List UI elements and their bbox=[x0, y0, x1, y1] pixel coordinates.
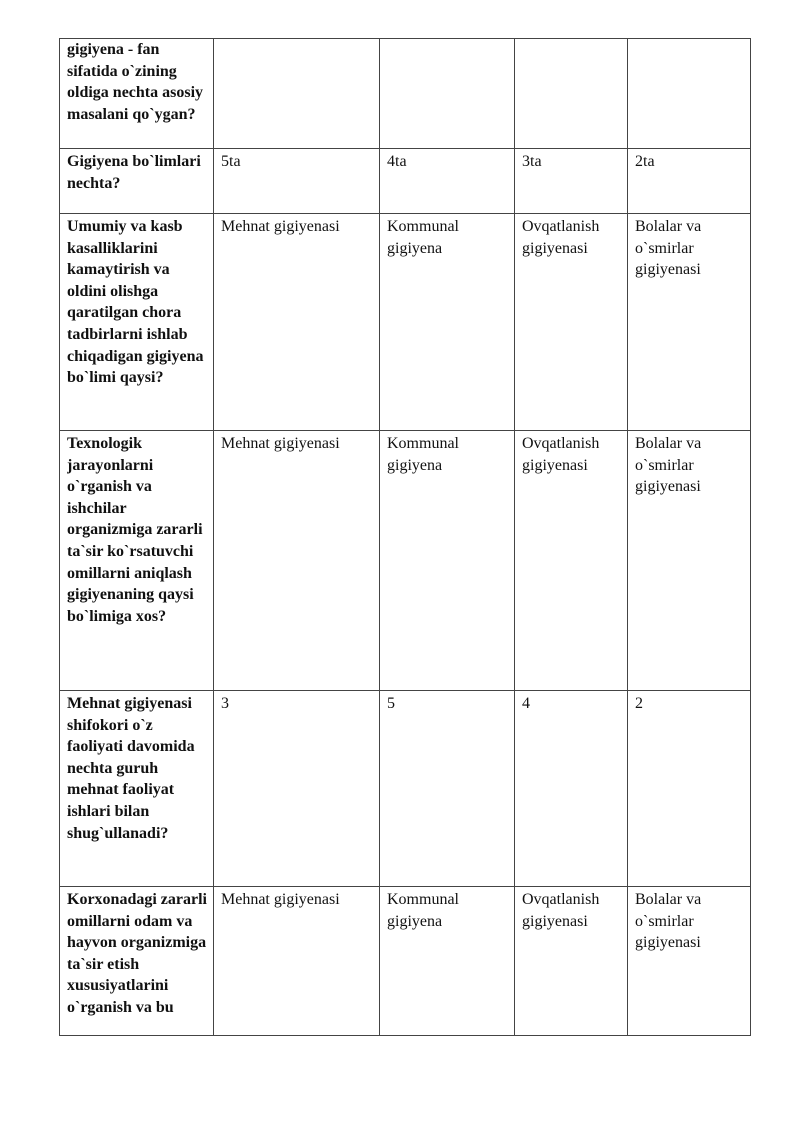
option-c-cell: 3ta bbox=[515, 149, 628, 214]
option-b-cell: 4ta bbox=[380, 149, 515, 214]
table-row bbox=[60, 149, 751, 214]
option-a-cell: Mehnat gigiyenasi bbox=[214, 214, 380, 431]
question-text: Gigiyena bo`limlari nechta? bbox=[67, 153, 201, 192]
option-c-cell bbox=[515, 39, 628, 149]
option-d-cell bbox=[628, 39, 751, 149]
table-row bbox=[60, 887, 751, 1036]
question-text: gigiyena - fan sifatida o`zining oldiga nechta asosiy masalani qo`ygan? bbox=[67, 41, 204, 123]
option-b-cell: 5 bbox=[380, 691, 515, 887]
option-c-cell: Ovqatlanish gigiyenasi bbox=[515, 431, 628, 691]
question-table bbox=[59, 38, 751, 1036]
option-b-cell: Kommunal gigiyena bbox=[380, 887, 515, 1036]
option-c-cell: Ovqatlanish gigiyenasi bbox=[515, 887, 628, 1036]
table-row bbox=[60, 39, 751, 149]
question-cell bbox=[60, 214, 214, 431]
question-text: Umumiy va kasb kasalliklarini kamaytirish va oldini olishga qaratilgan chora tadbirlarni ishlab chiqadigan gigiyena bo`limi qaysi? bbox=[67, 218, 204, 387]
option-d-cell: Bolalar va o`smirlar gigiyenasi bbox=[628, 431, 751, 691]
question-cell bbox=[60, 39, 214, 149]
option-b-cell: Kommunal gigiyena bbox=[380, 214, 515, 431]
option-d-cell: Bolalar va o`smirlar gigiyenasi bbox=[628, 214, 751, 431]
question-text: Korxonadagi zararli omillarni odam va hayvon organizmiga ta`sir etish xususiyatlarini o`rganish va bu bbox=[67, 891, 207, 1016]
option-d-cell: 2 bbox=[628, 691, 751, 887]
option-a-cell: Mehnat gigiyenasi bbox=[214, 887, 380, 1036]
question-cell bbox=[60, 691, 214, 887]
option-a-cell: Mehnat gigiyenasi bbox=[214, 431, 380, 691]
table-row bbox=[60, 214, 751, 431]
question-cell bbox=[60, 887, 214, 1036]
option-d-cell: 2ta bbox=[628, 149, 751, 214]
option-c-cell: Ovqatlanish gigiyenasi bbox=[515, 214, 628, 431]
question-text: Texnologik jarayonlarni o`rganish va ishchilar organizmiga zararli ta`sir ko`rsatuvchi omillarni aniqlash gigiyenaning qaysi bo`limiga xos? bbox=[67, 435, 203, 625]
option-c-cell: 4 bbox=[515, 691, 628, 887]
question-cell bbox=[60, 431, 214, 691]
table-row bbox=[60, 431, 751, 691]
option-a-cell: 5ta bbox=[214, 149, 380, 214]
option-d-cell: Bolalar va o`smirlar gigiyenasi bbox=[628, 887, 751, 1036]
option-b-cell: Kommunal gigiyena bbox=[380, 431, 515, 691]
option-a-cell: 3 bbox=[214, 691, 380, 887]
table-row bbox=[60, 691, 751, 887]
option-b-cell bbox=[380, 39, 515, 149]
question-text: Mehnat gigiyenasi shifokori o`z faoliyati davomida nechta guruh mehnat faoliyat ishlari bilan shug`ullanadi? bbox=[67, 695, 195, 842]
question-cell bbox=[60, 149, 214, 214]
option-a-cell bbox=[214, 39, 380, 149]
